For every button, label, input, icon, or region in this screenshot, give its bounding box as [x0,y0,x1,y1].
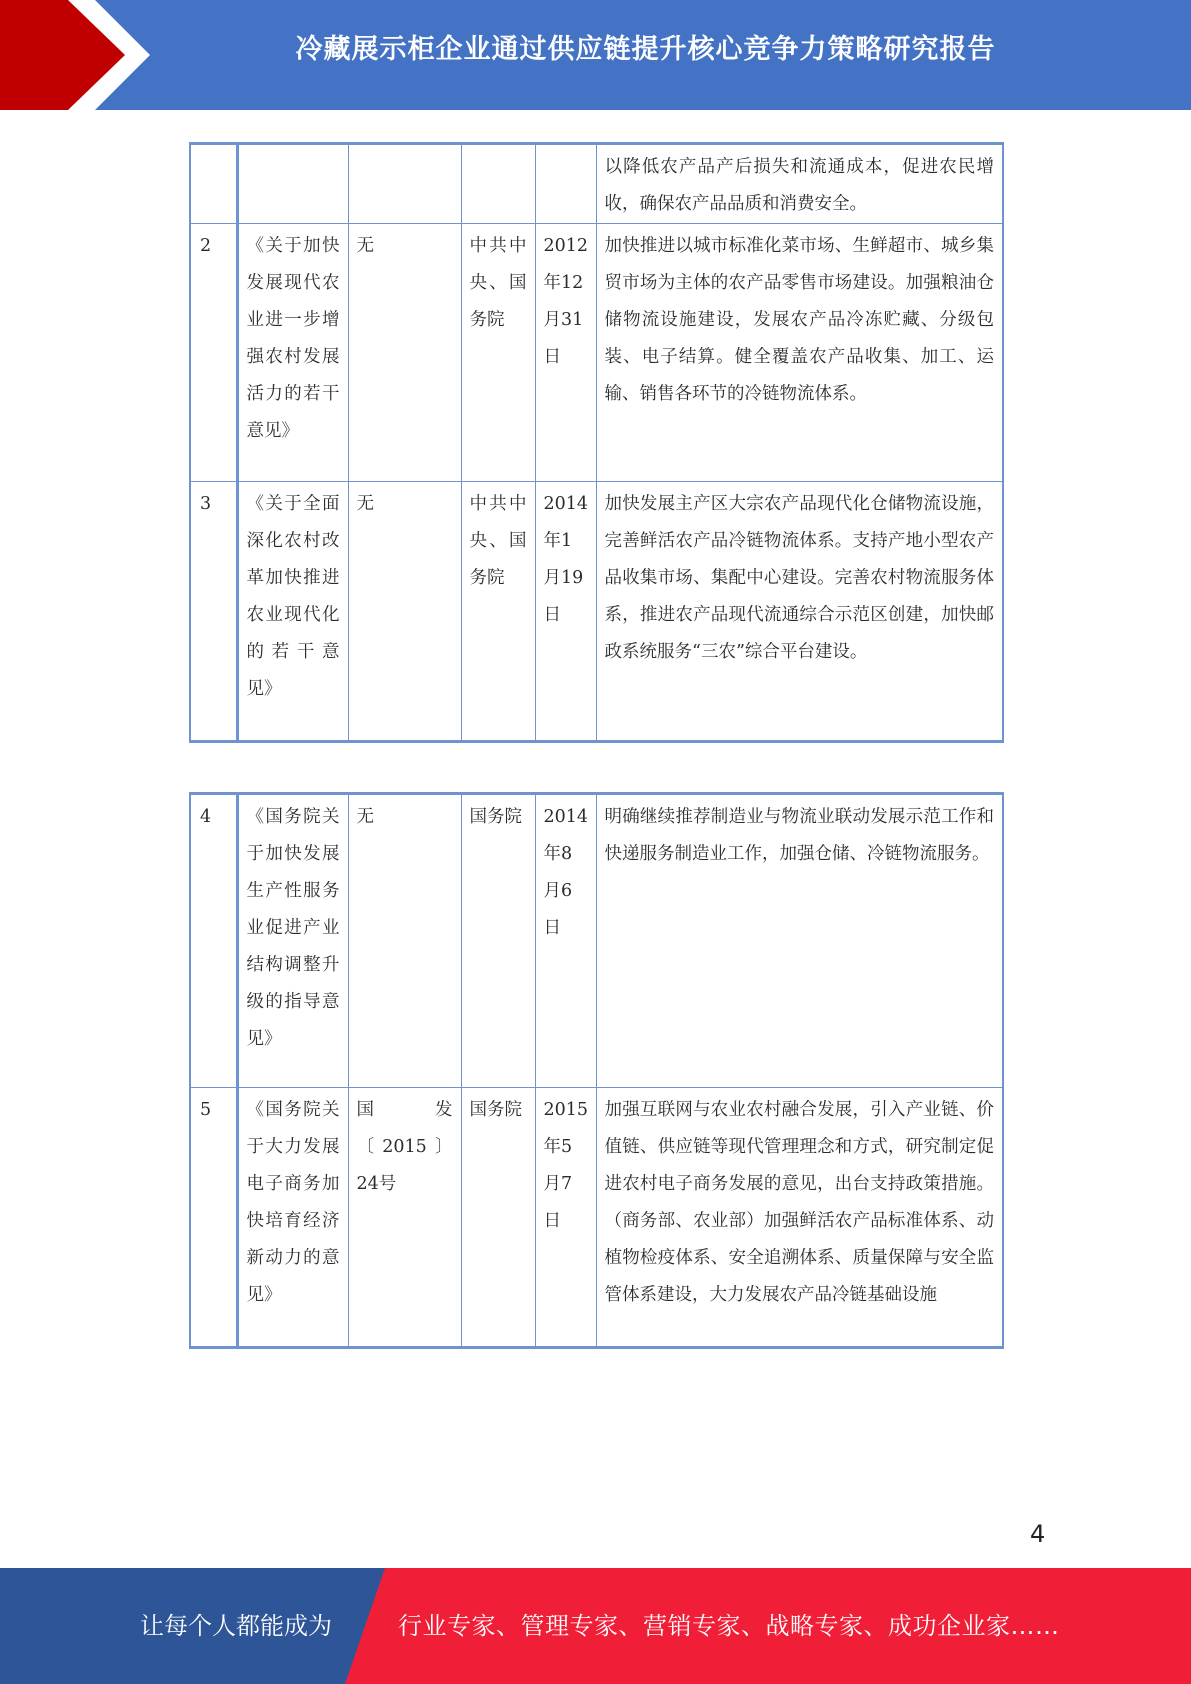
page-footer [0,1568,1191,1684]
content-cell: 以降低农产品产后损失和流通成本，促进农民增收，确保农产品品质和消费安全。 [596,144,1003,224]
row-number-cell: 5 [190,1088,237,1348]
date-cell: 2012年12月31日 [535,224,596,482]
report-title: 冷藏展示柜企业通过供应链提升核心竞争力策略研究报告 [295,34,996,65]
page-number: 4 [1030,1520,1046,1548]
date-cell [535,144,596,224]
content-cell: 明确继续推荐制造业与物流业联动发展示范工作和快递服务制造业工作，加强仓储、冷链物流服务。 [596,794,1003,1088]
table-row [190,1088,1003,1348]
policy-table-part-1 [189,142,1004,743]
date-cell: 2014年1月19日 [535,482,596,742]
policy-name-cell: 《国务院关于大力发展电子商务加快培育经济新动力的意见》 [237,1088,348,1348]
table-row [190,794,1003,1088]
date-cell: 2014年8月6日 [535,794,596,1088]
issuer-cell: 国务院 [461,794,535,1088]
table-row [190,224,1003,482]
content-cell: 加快推进以城市标准化菜市场、生鲜超市、城乡集贸市场为主体的农产品零售市场建设。加强粮油仓储物流设施建设，发展农产品冷冻贮藏、分级包装、电子结算。健全覆盖农产品收集、加工、运输、销售各环节的冷链物流体系。 [596,224,1003,482]
table-row [190,144,1003,224]
content-cell: 加快发展主产区大宗农产品现代化仓储物流设施，完善鲜活农产品冷链物流体系。支持产地小型农产品收集市场、集配中心建设。完善农村物流服务体系，推进农产品现代流通综合示范区创建，加快邮政系统服务“三农”综合平台建设。 [596,482,1003,742]
page-header [0,0,1191,110]
issuer-cell: 国务院 [461,1088,535,1348]
content-cell: 加强互联网与农业农村融合发展，引入产业链、价值链、供应链等现代管理理念和方式，研究制定促进农村电子商务发展的意见，出台支持政策措施。（商务部、农业部）加强鲜活农产品标准体系、动植物检疫体系、安全追溯体系、质量保障与安全监管体系建设，大力发展农产品冷链基础设施 [596,1088,1003,1348]
red-chevron-decoration [0,0,160,110]
issuer-cell: 中共中央、国务院 [461,482,535,742]
policy-name-cell: 《国务院关于加快发展生产性服务业促进产业结构调整升级的指导意见》 [237,794,348,1088]
row-number-cell: 2 [190,224,237,482]
policy-name-cell: 《关于全面深化农村改革加快推进农业现代化的若干意见》 [237,482,348,742]
row-number-cell: 3 [190,482,237,742]
document-number-cell: 无 [348,482,461,742]
issuer-cell [461,144,535,224]
footer-slogan-left: 让每个人都能成为 [140,1612,332,1640]
row-number-cell: 4 [190,794,237,1088]
footer-slogan-right: 行业专家、管理专家、营销专家、战略专家、成功企业家…… [398,1612,1060,1640]
policy-name-cell: 《关于加快发展现代农业进一步增强农村发展活力的若干意见》 [237,224,348,482]
document-number-cell: 无 [348,224,461,482]
policy-table-part-2 [189,792,1004,1349]
table-row [190,482,1003,742]
document-number-cell [348,144,461,224]
document-number-cell: 无 [348,794,461,1088]
policy-name-cell [237,144,348,224]
row-number-cell [190,144,237,224]
document-number-cell: 国发〔2015〕24号 [348,1088,461,1348]
date-cell: 2015年5月7日 [535,1088,596,1348]
issuer-cell: 中共中央、国务院 [461,224,535,482]
